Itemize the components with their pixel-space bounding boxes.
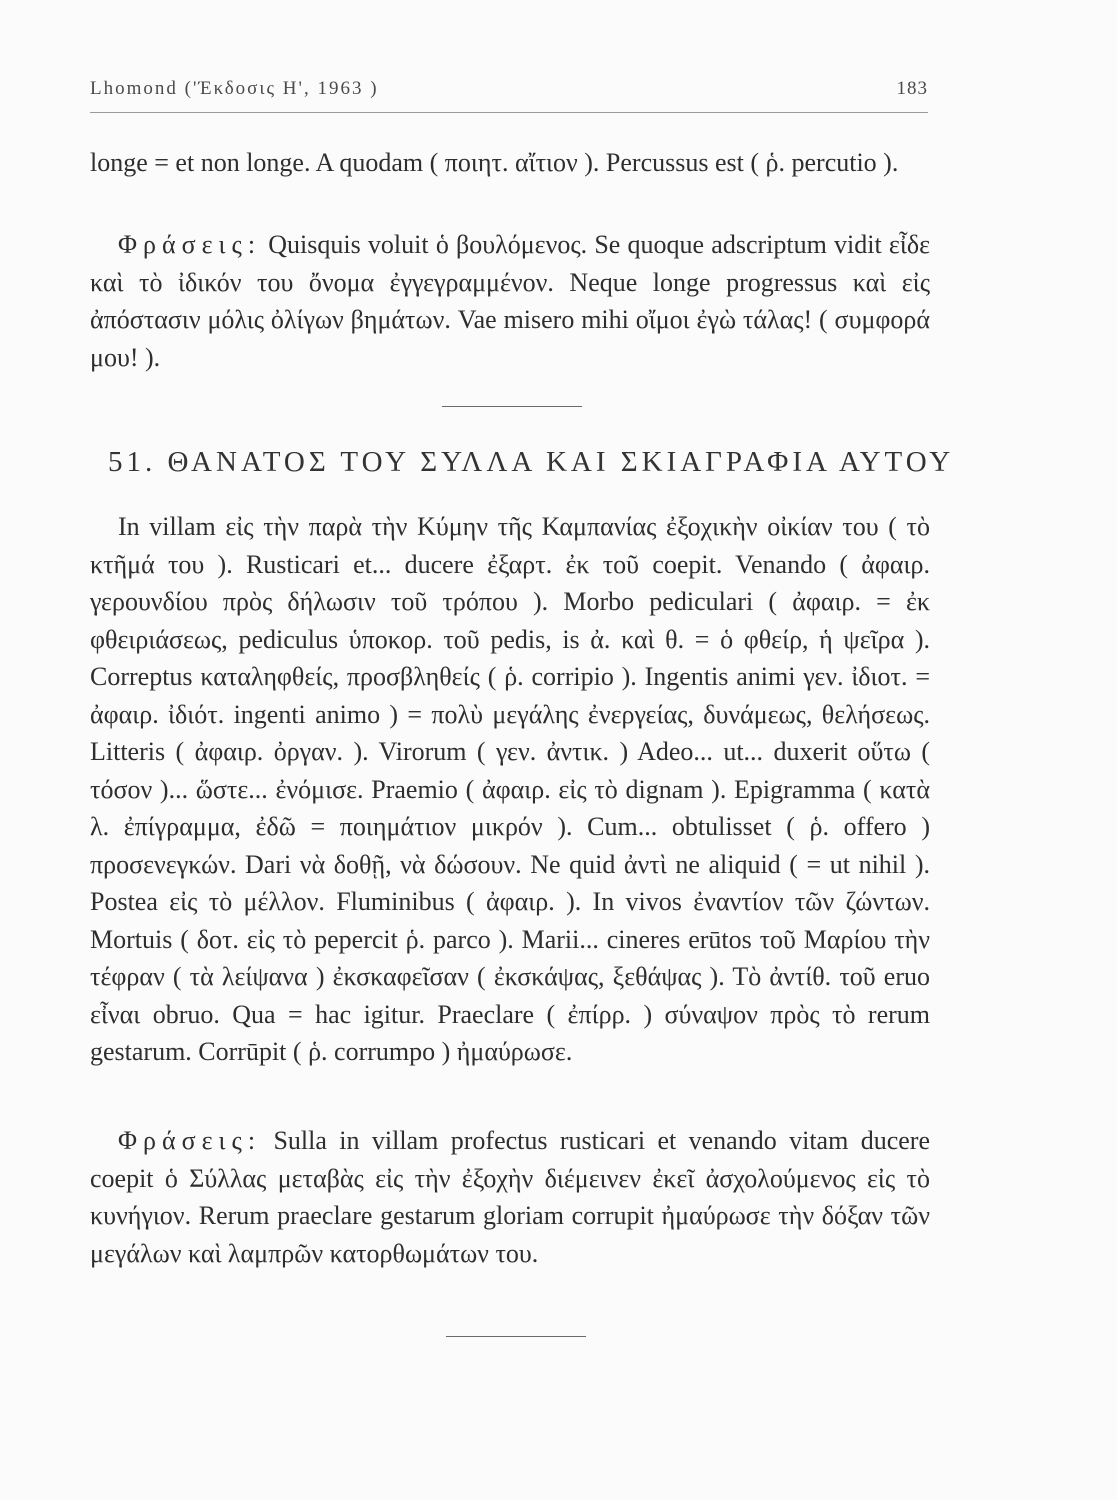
page-number: 183	[896, 78, 928, 99]
paragraph-notes-intro	[90, 144, 930, 182]
phrases-label: Φράσεις:	[118, 230, 262, 259]
paragraph-phrases-1	[90, 226, 930, 376]
paragraph-body	[90, 1122, 930, 1272]
section-separator	[446, 1336, 586, 1337]
section-heading: 51. ΘΑΝΑΤΟΣ ΤΟΥ ΣΥΛΛΑ ΚΑΙ ΣΚΙΑΓΡΑΦΙΑ ΑΥΤΟΥ	[108, 446, 955, 478]
header-rule	[90, 112, 928, 113]
paragraph-phrases-2	[90, 1122, 930, 1272]
paragraph-text: In villam εἰς τὴν παρὰ τὴν Κύμην τῆς Καμπανίας ἐξοχικὴν οἰκίαν του ( τὸ κτῆμά του ). Rusticari et... ducere ἐξαρτ. ἐκ τοῦ coepit. Venando ( ἀφαιρ. γερουνδίου πρὸς δήλωσιν τοῦ τρόπου ). Morbo pediculari ( ἀφαιρ. = ἐκ φθειριάσεως, pediculus ὑποκορ. τοῦ pedis, is ἀ. καὶ θ. = ὁ φθείρ, ἡ ψεῖρα ). Correptus καταληφθείς, προσβληθείς ( ῥ. corripio ). Ingentis animi γεν. ἰδιοτ. = ἀφαιρ. ἰδιότ. ingenti animo ) = πολὺ μεγάλης ἐνεργείας, δυνάμεως, θελήσεως. Litteris ( ἀφαιρ. ὀργαν. ). Virorum ( γεν. ἀντικ. ) Adeo... ut... duxerit οὕτω ( τόσον )... ὥστε... ἐνόμισε. Praemio ( ἀφαιρ. εἰς τὸ dignam ). Epigramma ( κατὰ λ. ἐπίγραμμα, ἐδῶ = ποιημάτιον μικρόν ). Cum... obtulisset ( ῥ. offero ) προσενεγκών. Dari νὰ δοθῇ, νὰ δώσουν. Ne quid ἀντὶ ne aliquid ( = ut nihil ). Postea εἰς τὸ μέλλον. Fluminibus ( ἀφαιρ. ). In vivos ἐναντίον τῶν ζώντων. Mortuis ( δοτ. εἰς τὸ pepercit ῥ. parco ). Marii... cineres erūtos τοῦ Μαρίου τὴν τέφραν ( τὰ λείψανα ) ἐκσκαφεῖσαν ( ἐκσκάψας, ξεθάψας ). Τὸ ἀντίθ. τοῦ eruo εἶναι obruo. Qua = hac igitur. Praeclare ( ἐπίρρ. ) σύναψον πρὸς τὸ rerum gestarum. Corrūpit ( ῥ. corrumpo ) ἠμαύρωσε.	[90, 512, 930, 1066]
paragraph-text: Sulla in villam profectus rusticari et venando vitam ducere coepit ὁ Σύλλας μεταβὰς εἰς τὴν ἐξοχὴν διέμεινεν ἐκεῖ ἀσχολούμενος εἰς τὸ κυνήγιον. Rerum praeclare gestarum gloriam corrupit ἠμαύρωσε τὴν δόξαν τῶν μεγάλων καὶ λαμπρῶν κατορθωμάτων του.	[90, 1126, 930, 1268]
phrases-label: Φράσεις:	[118, 1126, 262, 1155]
paragraph-commentary	[90, 508, 930, 1071]
running-header	[90, 78, 928, 108]
paragraph-text: Quisquis voluit ὁ βουλόμενος. Se quoque adscriptum vidit εἶδε καὶ τὸ ἰδικόν του ὄνομα ἐγγεγραμμένον. Neque longe progressus καὶ εἰς ἀπόστασιν μόλις ὀλίγων βημάτων. Vae misero mihi οἴμοι ἐγὼ τάλας! ( συμφορά μου! ).	[90, 230, 930, 372]
paragraph-text: longe = et non longe. A quodam ( ποιητ. αἴτιον ). Percussus est ( ῥ. percutio ).	[90, 148, 899, 177]
header-title: Lhomond ('Έκδοσις Η', 1963 )	[90, 78, 379, 99]
paragraph-body	[90, 226, 930, 376]
section-separator	[442, 406, 582, 407]
